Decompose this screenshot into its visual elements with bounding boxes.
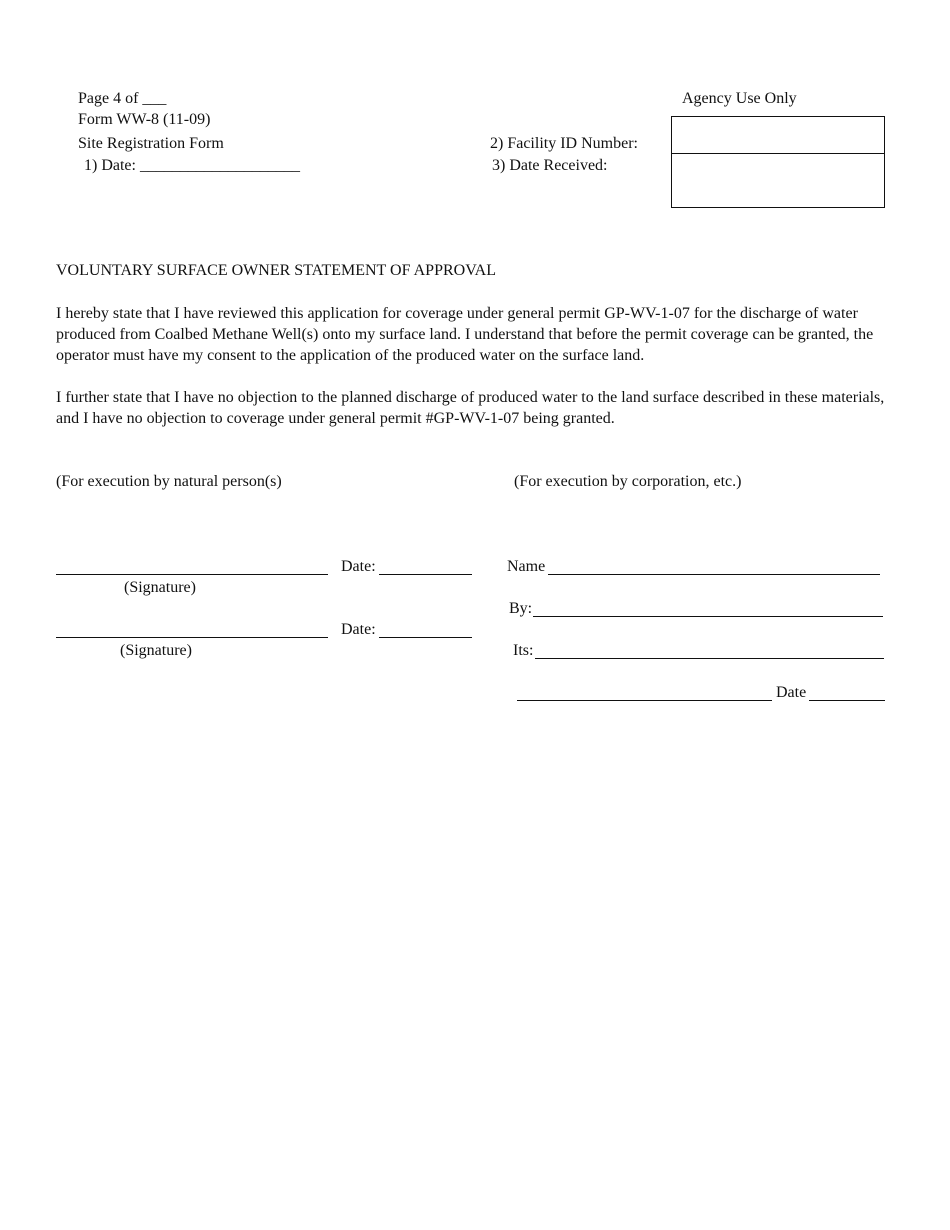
statement-title: VOLUNTARY SURFACE OWNER STATEMENT OF APPROVAL (56, 262, 497, 279)
date-label-1: Date: (341, 558, 376, 575)
form-name: Site Registration Form (78, 135, 224, 152)
corp-name-line[interactable] (548, 574, 880, 575)
signature-line-2[interactable] (56, 637, 328, 638)
signature-caption-1: (Signature) (124, 579, 196, 596)
natural-person-heading: (For execution by natural person(s) (56, 473, 282, 490)
corp-by-line[interactable] (533, 616, 883, 617)
corp-signature-line[interactable] (517, 700, 772, 701)
statement-paragraph-2: I further state that I have no objection to the planned discharge of produced water to the land surface described in these materials, and I have no objection to coverage under general permit #GP-WV-1-07 being granted. (56, 389, 885, 427)
facility-id-input[interactable] (672, 117, 884, 154)
signature-line-1[interactable] (56, 574, 328, 575)
corporation-heading: (For execution by corporation, etc.) (514, 473, 742, 490)
agency-use-box (671, 116, 885, 208)
corp-by-label: By: (509, 600, 533, 617)
corp-date-label: Date (776, 684, 807, 701)
date-line-1[interactable] (379, 574, 472, 575)
date-received-input[interactable] (672, 154, 884, 207)
corp-name-label: Name (507, 558, 546, 575)
date-line-2[interactable] (379, 637, 472, 638)
corp-its-line[interactable] (535, 658, 884, 659)
date-received-label: 3) Date Received: (492, 157, 608, 174)
corp-date-line[interactable] (809, 700, 885, 701)
signature-caption-2: (Signature) (120, 642, 192, 659)
corp-its-label: Its: (513, 642, 534, 659)
statement-paragraph-1: I hereby state that I have reviewed this application for coverage under general permit GP-WV-1-07 for the discharge of water produced from Coalbed Methane Well(s) onto my surface land. I understand that before the permit coverage can be granted, the operator must have my consent to the application of the produced water on the surface land. (56, 305, 874, 364)
page-number: Page 4 of ___ (78, 90, 167, 107)
date-label-2: Date: (341, 621, 376, 638)
agency-use-label: Agency Use Only (682, 90, 797, 107)
date-field-label[interactable]: 1) Date: ____________________ (84, 157, 300, 174)
form-number: Form WW-8 (11-09) (78, 111, 211, 128)
facility-id-label: 2) Facility ID Number: (490, 135, 638, 152)
